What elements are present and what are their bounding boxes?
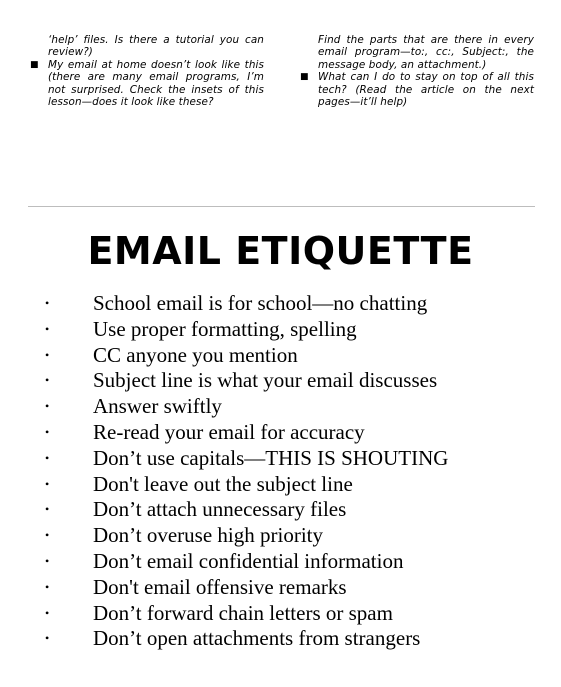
list-item: [40, 446, 540, 472]
left-bullet-list: [30, 59, 264, 109]
right-continuation-text: Find the parts that are there in every email program—to:, cc:, Subject:, the message body, an attachment.): [318, 34, 534, 71]
list-item: [40, 343, 540, 369]
rule-text: Don’t attach unnecessary files: [93, 497, 347, 522]
rule-text: Don’t email confidential information: [93, 548, 404, 573]
right-bullet-list: [300, 71, 534, 108]
list-item: [40, 497, 540, 523]
bullet-icon: •: [45, 528, 50, 543]
list-item: [40, 291, 540, 317]
bullet-icon: •: [45, 296, 50, 310]
bullet-icon: •: [45, 399, 50, 414]
rule-text: Don't leave out the subject line: [93, 471, 353, 496]
horizontal-divider: [28, 206, 535, 207]
list-item: [40, 575, 540, 601]
bullet-icon: •: [45, 450, 50, 465]
bullet-icon: •: [45, 605, 50, 620]
rule-text: CC anyone you mention: [93, 342, 298, 367]
rule-text: School email is for school—no chatting: [93, 291, 428, 315]
rule-text: Don’t open attachments from strangers: [93, 626, 421, 651]
bullet-icon: ■: [30, 59, 39, 70]
rule-text: Don’t overuse high priority: [93, 523, 323, 548]
list-item: [40, 601, 540, 627]
list-item: [40, 549, 540, 575]
list-item: [40, 472, 540, 498]
list-item: [40, 368, 540, 394]
bullet-icon: •: [45, 321, 50, 336]
bullet-icon: •: [45, 502, 50, 517]
rule-text: Re-read your email for accuracy: [93, 419, 365, 444]
rule-text: Answer swiftly: [93, 394, 222, 419]
list-item: [300, 71, 534, 108]
bullet-icon: •: [45, 347, 50, 362]
bullet-icon: •: [45, 476, 50, 491]
bullet-icon: •: [45, 373, 50, 388]
list-item: [40, 394, 540, 420]
list-item: [40, 420, 540, 446]
left-column: [30, 34, 264, 108]
left-continuation-text: ‘help’ files. Is there a tutorial you can review?): [48, 34, 264, 59]
rule-text: Don't email offensive remarks: [93, 574, 347, 599]
list-item-text: What can I do to stay on top of all this tech? (Read the article on the next pages—it’ll help): [318, 71, 534, 109]
bullet-icon: ■: [300, 72, 309, 83]
rule-text: Subject line is what your email discusses: [93, 368, 438, 393]
rule-text: Don’t forward chain letters or spam: [93, 600, 393, 625]
list-item: [40, 626, 540, 652]
bullet-icon: •: [45, 553, 50, 568]
bullet-icon: •: [45, 579, 50, 594]
list-item-text: My email at home doesn’t look like this (there are many email programs, I’m not surprised. Check the insets of this lesson—does it look like these?: [48, 58, 264, 109]
right-column: [300, 34, 534, 108]
top-text-section: [0, 0, 561, 150]
list-item: [40, 317, 540, 343]
rule-text: Use proper formatting, spelling: [93, 316, 357, 341]
bullet-icon: •: [45, 631, 50, 646]
list-item: [30, 59, 264, 109]
etiquette-rules-list: [40, 291, 540, 652]
rule-text: Don’t use capitals—THIS IS SHOUTING: [93, 445, 449, 470]
list-item: [40, 523, 540, 549]
page-title: EMAIL ETIQUETTE: [87, 229, 474, 273]
bullet-icon: •: [45, 424, 50, 439]
